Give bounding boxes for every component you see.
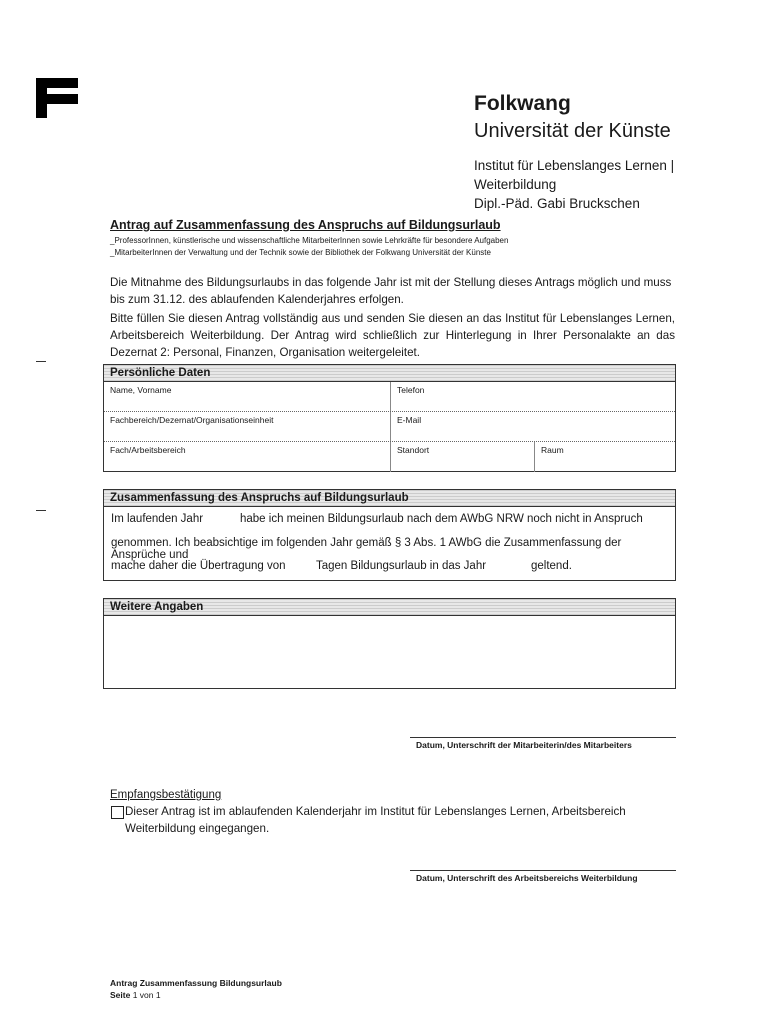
intro-paragraph-2: Bitte füllen Sie diesen Antrag vollständig aus und senden Sie diesen an das Institut für Lebenslanges Lernen, Arbeitsbereich Weiterbildung. Der Antrag wird schließlich zur Hinterlegung in Ihrer Personalakte an das Dezernat 2: Personal, Finanzen, Organisation weitergeleitet.	[110, 312, 675, 359]
department-label: Fachbereich/Dezernat/Organisationseinheit	[110, 415, 274, 425]
target-group-2: _MitarbeiterInnen der Verwaltung und der Technik sowie der Bibliothek der Folkwang Universität der Künste	[110, 248, 491, 257]
footer-page-label: Seite	[110, 990, 131, 1000]
fold-mark	[36, 361, 46, 362]
summary-text-3b: Tagen Bildungsurlaub in das Jahr	[316, 560, 487, 572]
department-field[interactable]	[104, 412, 390, 441]
personal-data-header: Persönliche Daten	[104, 365, 675, 382]
summary-text-1b: habe ich meinen Bildungsurlaub nach dem AWbG NRW noch nicht in Anspruch	[240, 513, 643, 525]
further-info-header: Weitere Angaben	[104, 599, 675, 616]
receipt-text: Dieser Antrag ist im ablaufenden Kalenderjahr im Institut für Lebenslanges Lernen, Arbeitsbereich Weiterbildung eingegangen.	[125, 805, 626, 835]
signature-line-department[interactable]	[410, 870, 676, 871]
footer-page	[110, 990, 161, 1000]
summary-text-3c: geltend.	[531, 560, 572, 572]
signature-label-department: Datum, Unterschrift des Arbeitsbereichs Weiterbildung	[416, 873, 638, 883]
personal-data-section	[103, 364, 676, 472]
institute-contact: Dipl.-Päd. Gabi Bruckschen	[474, 196, 640, 211]
room-field[interactable]	[534, 442, 675, 472]
further-info-textarea[interactable]	[104, 616, 675, 689]
folkwang-logo	[36, 78, 78, 118]
location-field[interactable]	[390, 442, 534, 472]
location-label: Standort	[397, 445, 430, 455]
subject-field[interactable]	[104, 442, 390, 472]
receipt-title: Empfangsbestätigung	[110, 789, 222, 801]
footer-page-value: 1 von 1	[132, 990, 161, 1000]
brand-name: Folkwang	[474, 92, 571, 115]
intro-paragraph-1: Die Mitnahme des Bildungsurlaubs in das folgende Jahr ist mit der Stellung dieses Antrags möglich und muss bis zum 31.12. des ablaufenden Kalenderjahres erfolgen.	[110, 276, 672, 306]
phone-label: Telefon	[397, 385, 425, 395]
name-field[interactable]	[104, 382, 390, 411]
summary-text-3a: mache daher die Übertragung von	[111, 560, 286, 572]
days-field[interactable]	[284, 560, 308, 574]
summary-text-1a: Im laufenden Jahr	[111, 513, 204, 525]
email-field[interactable]	[390, 412, 675, 441]
room-label: Raum	[541, 445, 564, 455]
institute-line-1: Institut für Lebenslanges Lernen |	[474, 158, 675, 173]
institute-line-2: Weiterbildung	[474, 177, 557, 192]
target-year-field[interactable]	[492, 560, 524, 574]
email-label: E-Mail	[397, 415, 422, 425]
further-info-section	[103, 598, 676, 689]
current-year-field[interactable]	[208, 513, 232, 527]
brand-subtitle: Universität der Künste	[474, 120, 671, 142]
footer-document-name: Antrag Zusammenfassung Bildungsurlaub	[110, 978, 282, 988]
signature-label-employee: Datum, Unterschrift der Mitarbeiterin/des Mitarbeiters	[416, 740, 632, 750]
subject-label: Fach/Arbeitsbereich	[110, 445, 186, 455]
signature-line-employee[interactable]	[410, 737, 676, 738]
fold-mark	[36, 510, 46, 511]
target-group-1: _ProfessorInnen, künstlerische und wissenschaftliche MitarbeiterInnen sowie Lehrkräfte für besondere Aufgaben	[110, 236, 509, 245]
form-title: Antrag auf Zusammenfassung des Anspruchs auf Bildungsurlaub	[110, 218, 501, 232]
name-label: Name, Vorname	[110, 385, 172, 395]
receipt-checkbox[interactable]	[111, 806, 124, 819]
summary-header: Zusammenfassung des Anspruchs auf Bildungsurlaub	[104, 490, 675, 507]
summary-section	[103, 489, 676, 581]
summary-text-2: genommen. Ich beabsichtige im folgenden Jahr gemäß § 3 Abs. 1 AWbG die Zusammenfassung der Ansprüche und	[111, 537, 622, 561]
phone-field[interactable]	[390, 382, 675, 411]
